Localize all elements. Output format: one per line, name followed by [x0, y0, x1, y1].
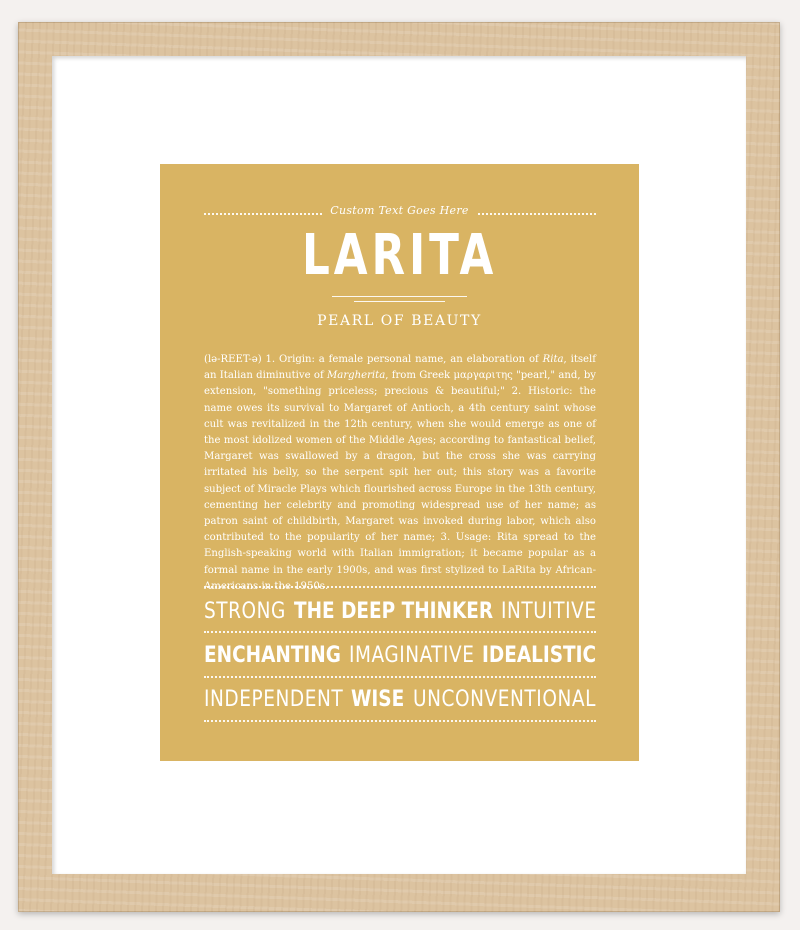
dotted-divider-traits-top	[204, 586, 596, 588]
name-meaning: PEARL OF BEAUTY	[317, 313, 482, 329]
rule-bottom	[354, 301, 445, 302]
dotted-divider-traits-1	[204, 631, 596, 633]
name-print	[160, 164, 639, 761]
trait-word: THE DEEP THINKER	[294, 599, 494, 624]
definition-rita: Rita	[542, 354, 564, 365]
name-definition	[204, 352, 596, 595]
picture-frame	[18, 22, 780, 912]
definition-part-2: , itself an Italian diminutive of	[204, 354, 596, 382]
trait-word: WISE	[351, 687, 405, 712]
traits-row-3	[204, 689, 596, 711]
trait-word: ENCHANTING	[204, 643, 341, 668]
trait-word: IMAGINATIVE	[349, 643, 475, 668]
trait-word: STRONG	[204, 599, 286, 624]
dotted-divider-traits-bottom	[204, 720, 596, 722]
trait-word: INTUITIVE	[500, 599, 597, 624]
mat-board	[52, 56, 746, 874]
name-title: LARITA	[302, 223, 498, 288]
trait-word: UNCONVENTIONAL	[412, 687, 596, 712]
rule-top	[332, 296, 467, 297]
definition-margherita: Margherita	[326, 370, 386, 382]
custom-text: Custom Text Goes Here	[330, 204, 469, 217]
definition-part-1: (lə-REET-ə) 1. Origin: a female personal name, an elaboration of	[204, 354, 543, 365]
trait-word: IDEALISTIC	[482, 643, 597, 668]
traits-row-1	[204, 601, 596, 623]
definition-part-3: , from Greek μαργαριτης "pearl," and, by extension, "something priceless; precious & beautiful;" 2. Historic: the name owes its survival to Margaret of Antioch, a 4th century saint whose cult was revitalized in the 12th century, when she would emerge as one of the most idolized women of the Middle Ages; according to fantastical belief, Margaret was swallowed by a dragon, but the cross she was carrying irritated his belly, so the serpent spit her out; this story was a favorite subject of Miracle Plays which flourished across Europe in the 13th century, cementing her celebrity and promoting widespread use of her name; as patron saint of childbirth, Margaret was invoked during labor, which also contributed to the popularity of her name; 3. Usage: Rita spread to the English-speaking world with Italian immigration; it became popular as a formal name in the early 1900s, and was first stylized to LaRita by African-Americans in the 1950s.	[204, 370, 596, 592]
traits-row-2	[204, 645, 596, 667]
dotted-divider-traits-2	[204, 676, 596, 678]
trait-word: INDEPENDENT	[204, 687, 344, 712]
